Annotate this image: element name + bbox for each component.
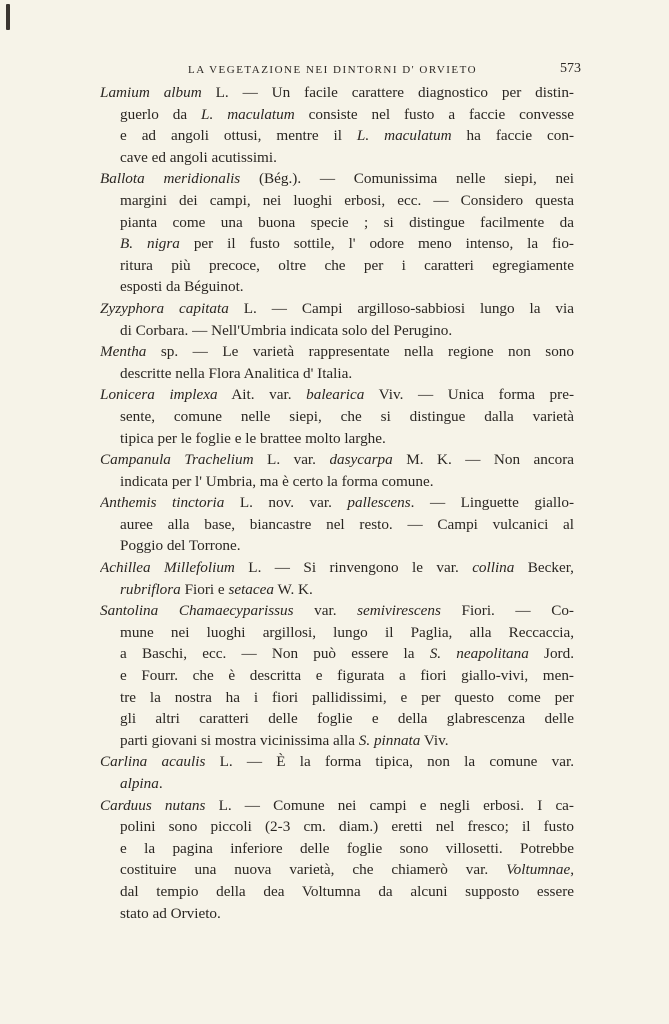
taxon-name: alpina — [120, 775, 159, 792]
text-run: gli altri caratteri delle foglie e della glabrescenza delle — [120, 710, 574, 728]
text-run: esposti da Béguinot. — [120, 278, 244, 296]
text-line — [100, 708, 574, 730]
species-entry — [98, 751, 574, 794]
species-entry — [98, 557, 574, 600]
running-title: LA VEGETAZIONE NEI DINTORNI D' ORVIETO — [188, 64, 478, 76]
taxon-name: Zyzyphora capitata — [100, 299, 229, 317]
text-line — [100, 665, 574, 687]
text-run: stato ad Orvieto. — [120, 904, 221, 922]
text-run: e Fourr. che è descritta e figurata a fiori giallo-vivi, men- — [120, 667, 574, 685]
text-run: . — [158, 775, 163, 792]
species-entry — [98, 492, 574, 557]
text-run: di Corbara. — Nell'Umbria indicata solo del Perugino. — [120, 321, 453, 339]
text-run: L. — Si rinvengono le var. — [234, 559, 473, 577]
taxon-name: Lamium album — [100, 84, 202, 101]
text-run: parti giovani si mostra vicinissima alla — [120, 731, 359, 749]
text-line — [100, 147, 574, 169]
taxon-name: S. pinnata — [358, 731, 421, 749]
text-run: Jord. — [528, 645, 574, 663]
text-run: a Baschi, ecc. — Non può essere la — [120, 645, 430, 663]
text-run: Viv. — [420, 731, 449, 749]
taxon-name: Lonicera implexa — [100, 386, 218, 404]
text-run: indicata per l' Umbria, ma è certo la forma comune. — [120, 472, 434, 490]
text-run: L. — Un facile carattere diagnostico per distin- — [201, 84, 574, 101]
text-line — [100, 687, 574, 709]
page-number: 573 — [560, 61, 581, 76]
text-line — [100, 492, 574, 514]
taxon-name: semivirescens — [357, 602, 441, 620]
text-body — [98, 82, 574, 924]
text-run: ha faccie con- — [451, 127, 574, 145]
text-run: W. K. — [273, 580, 313, 598]
taxon-name: Carlina acaulis — [100, 753, 206, 771]
species-entry — [98, 82, 574, 168]
text-run: e la pagina inferiore delle foglie sono villosetti. Potrebbe — [120, 839, 574, 857]
text-line — [100, 341, 574, 363]
text-line — [100, 384, 574, 406]
text-line — [100, 514, 574, 536]
text-run: sp. — Le varietà rappresentate nella regione non sono — [146, 343, 574, 361]
text-run: L. nov. var. — [224, 494, 348, 512]
text-line — [100, 795, 574, 817]
text-run: , — [570, 861, 574, 879]
text-line — [100, 471, 574, 493]
text-run: ritura più precoce, oltre che per i caratteri egregiamente — [120, 256, 574, 274]
taxon-name: pallescens — [347, 494, 411, 512]
text-line — [100, 751, 574, 773]
taxon-name: Achillea Millefolium — [100, 559, 235, 577]
text-run: var. — [293, 602, 358, 620]
taxon-name: Anthemis tinctoria — [100, 494, 225, 512]
taxon-name: setacea — [228, 580, 274, 598]
text-line — [100, 449, 574, 471]
text-line — [100, 406, 574, 428]
species-entry — [98, 298, 574, 341]
taxon-name: Carduus nutans — [100, 796, 206, 814]
text-line — [100, 320, 574, 342]
text-run: dal tempio della dea Voltumna da alcuni supposto essere — [120, 882, 574, 900]
text-line — [100, 535, 574, 557]
text-line — [100, 643, 574, 665]
species-entry — [98, 384, 574, 449]
text-run: tipica per le foglie e le brattee molto larghe. — [120, 429, 386, 447]
text-run: margini dei campi, nei luoghi erbosi, ecc. — Considero questa — [120, 191, 574, 209]
text-run: cave ed angoli acutissimi. — [120, 148, 277, 166]
species-entry — [98, 341, 574, 384]
taxon-name: collina — [472, 559, 515, 577]
species-entry — [98, 795, 574, 925]
taxon-name: rubriflora — [120, 580, 181, 598]
taxon-name: L. maculatum — [201, 105, 295, 123]
taxon-name: dasycarpa — [329, 451, 393, 469]
taxon-name: Campanula Trachelium — [100, 451, 254, 469]
text-run: sente, comune nelle siepi, che si distingue dalla varietà — [120, 407, 574, 425]
species-entry — [98, 449, 574, 492]
text-line — [100, 579, 574, 601]
taxon-name: L. maculatum — [356, 127, 452, 145]
species-entry — [98, 600, 574, 751]
taxon-name: Voltumnae — [506, 861, 571, 879]
text-run: mune nei luoghi argillosi, lungo il Paglia, alla Reccaccia, — [120, 623, 574, 641]
text-line — [100, 233, 574, 255]
text-run: costituire una nuova varietà, che chiamerò var. — [120, 861, 507, 879]
taxon-name: B. nigra — [120, 235, 180, 253]
text-run: auree alla base, biancastre nel resto. — Campi vulcanici al — [120, 515, 574, 533]
running-head — [90, 60, 581, 80]
text-line — [100, 104, 574, 126]
text-line — [100, 168, 574, 190]
text-run: M. K. — Non ancora — [392, 451, 574, 469]
text-line — [100, 363, 574, 385]
text-line — [100, 881, 574, 903]
taxon-name: Santolina Chamaecyparissus — [100, 602, 294, 620]
text-run: e ad angoli ottusi, mentre il — [120, 127, 357, 145]
page-edge-mark — [6, 4, 10, 30]
text-line — [100, 82, 574, 104]
text-line — [100, 190, 574, 212]
text-run: pianta come una buona specie ; si distingue facilmente da — [120, 213, 574, 231]
text-line — [100, 125, 574, 147]
text-line — [100, 255, 574, 277]
taxon-name: Mentha — [100, 343, 147, 361]
taxon-name: Ballota meridionalis — [100, 170, 241, 188]
text-line — [100, 903, 574, 925]
text-run: L. — Comune nei campi e negli erbosi. I ca- — [205, 796, 574, 814]
text-line — [100, 557, 574, 579]
text-run: L. var. — [253, 451, 330, 469]
text-run: descritte nella Flora Analitica d' Italia. — [120, 364, 353, 382]
text-line — [100, 622, 574, 644]
text-run: Fiori. — Co- — [440, 602, 574, 620]
text-run: (Bég.). — Comunissima nelle siepi, nei — [240, 170, 574, 188]
text-run: . — Linguette giallo- — [410, 494, 574, 512]
text-run: Ait. var. — [217, 386, 307, 404]
text-run: Fiori e — [180, 580, 229, 598]
text-line — [100, 298, 574, 320]
text-line — [100, 600, 574, 622]
text-line — [100, 838, 574, 860]
text-run: Becker, — [514, 559, 574, 577]
text-run: Poggio del Torrone. — [120, 537, 241, 555]
text-line — [100, 428, 574, 450]
text-line — [100, 276, 574, 298]
taxon-name: S. neapolitana — [429, 645, 529, 663]
text-run: polini sono piccoli (2-3 cm. diam.) eretti nel fresco; il fusto — [120, 818, 574, 836]
text-run: L. — Campi argilloso-sabbiosi lungo la via — [228, 299, 574, 317]
text-line — [100, 816, 574, 838]
text-run: tre la nostra ha i fiori pallidissimi, e per questo come per — [120, 688, 574, 706]
text-run: L. — È la forma tipica, non la comune var. — [205, 753, 574, 771]
text-run: consiste nel fusto a faccie convesse — [294, 105, 574, 123]
text-line — [100, 859, 574, 881]
text-line — [100, 212, 574, 234]
text-line — [100, 773, 574, 795]
text-run: guerlo da — [120, 105, 202, 123]
text-run: per il fusto sottile, l' odore meno intenso, la fio- — [179, 235, 574, 253]
text-line — [100, 730, 574, 752]
text-run: Viv. — Unica forma pre- — [364, 386, 574, 404]
taxon-name: balearica — [306, 386, 365, 404]
species-entry — [98, 168, 574, 298]
